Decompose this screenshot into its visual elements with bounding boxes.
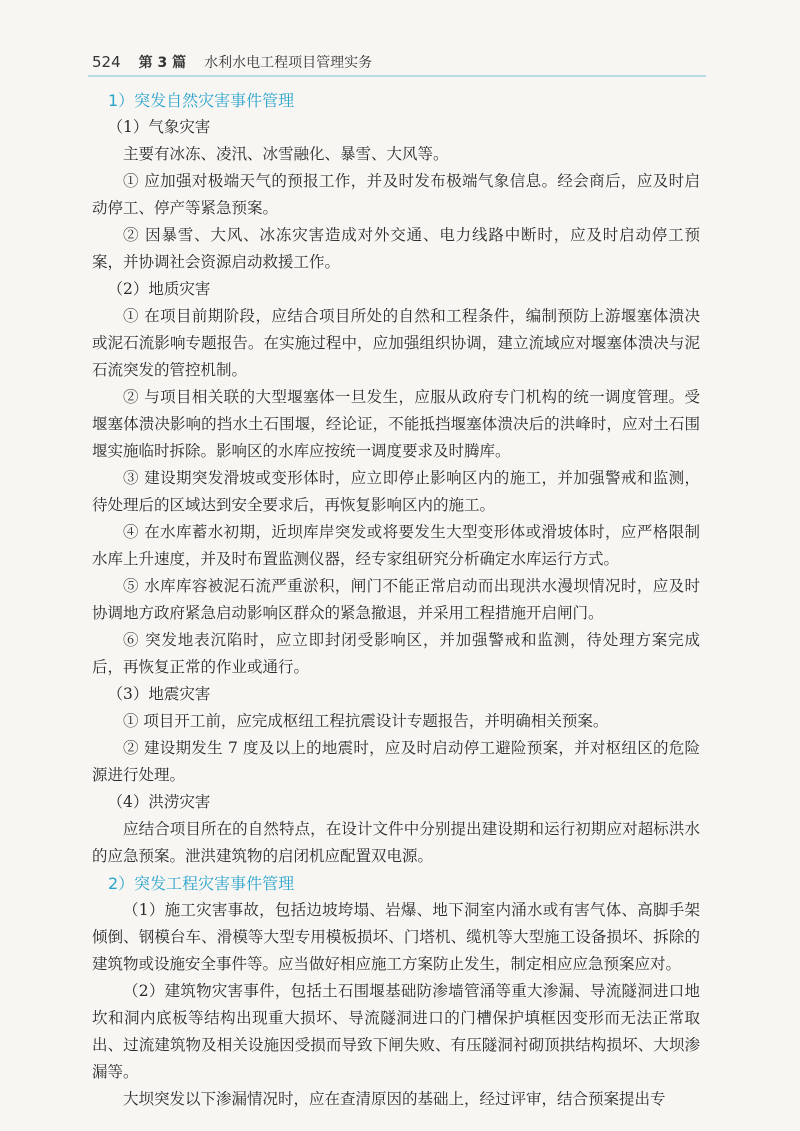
body-paragraph: 主要有冰冻、凌汛、冰雪融化、暴雪、大风等。 [123,145,449,163]
body-paragraph: ④ 在水库蓄水初期，近坝库岸突发或将要发生大型变形体或滑坡体时，应严格限制水库上升速度，并及时布置监测仪器，经专家组研究分析确定水库运行方式。 [92,523,700,568]
book-title: 水利水电工程项目管理实务 [204,55,373,71]
header-rule [88,75,706,77]
body-paragraph: ⑥ 突发地表沉陷时，应立即封闭受影响区，并加强警戒和监测，待处理方案完成后，再恢复正常的作业或通行。 [92,631,700,676]
body-paragraph: ② 因暴雪、大风、冰冻灾害造成对外交通、电力线路中断时，应及时启动停工预案，并协调社会资源启动救援工作。 [92,226,700,271]
subsection-heading: （4）洪涝灾害 [107,793,211,811]
subsection-heading: （2）地质灾害 [107,280,211,298]
body-paragraph: ① 应加强对极端天气的预报工作，并及时发布极端气象信息。经会商后，应及时启动停工、停产等紧急预案。 [92,172,700,217]
section-heading: 1）突发自然灾害事件管理 [108,91,295,110]
body-paragraph: ⑤ 水库库容被泥石流严重淤积，闸门不能正常启动而出现洪水漫坝情况时，应及时协调地方政府紧急启动影响区群众的紧急撤退，并采用工程措施开启闸门。 [92,577,700,622]
subsection-heading: （3）地震灾害 [107,685,211,703]
body-paragraph: ① 在项目前期阶段，应结合项目所处的自然和工程条件，编制预防上游堰塞体溃决或泥石流影响专题报告。在实施过程中，应加强组织协调，建立流域应对堰塞体溃决与泥石流突发的管控机制。 [92,307,700,379]
page-body [92,87,700,1113]
body-paragraph: ③ 建设期突发滑坡或变形体时，应立即停止影响区内的施工，并加强警戒和监测，待处理后的区域达到安全要求后，再恢复影响区内的施工。 [92,469,700,514]
subsection-heading: （1）气象灾害 [107,118,211,136]
body-paragraph: （2）建筑物灾害事件，包括土石围堰基础防渗墙管涌等重大渗漏、导流隧洞进口地坎和洞内底板等结构出现重大损坏、导流隧洞进口的门槽保护填框因变形而无法正常取出、过流建筑物及相关设施因受损而导致下闸失败、有压隧洞衬砌顶拱结构损坏、大坝渗漏等。 [92,982,700,1081]
page-header [92,52,704,72]
part-label: 第 3 篇 [138,55,187,71]
body-paragraph: ① 项目开工前，应完成枢纽工程抗震设计专题报告，并明确相关预案。 [123,712,609,730]
body-paragraph: ② 与项目相关联的大型堰塞体一旦发生，应服从政府专门机构的统一调度管理。受堰塞体溃决影响的挡水土石围堰，经论证，不能抵挡堰塞体溃决后的洪峰时，应对土石围堰实施临时拆除。影响区的水库应按统一调度要求及时腾库。 [92,388,700,460]
section-heading: 2）突发工程灾害事件管理 [108,874,295,893]
body-paragraph: 应结合项目所在的自然特点，在设计文件中分别提出建设期和运行初期应对超标洪水的应急预案。泄洪建筑物的启闭机应配置双电源。 [92,820,700,865]
page-number: 524 [92,53,121,71]
body-paragraph: 大坝突发以下渗漏情况时，应在查清原因的基础上，经过评审，结合预案提出专 [123,1090,666,1108]
body-paragraph: （1）施工灾害事故，包括边坡垮塌、岩爆、地下洞室内涌水或有害气体、高脚手架倾倒、钢模台车、滑模等大型专用模板损坏、门塔机、缆机等大型施工设备损坏、拆除的建筑物或设施安全事件等。应当做好相应施工方案防止发生，制定相应应急预案应对。 [92,901,700,973]
body-paragraph: ② 建设期发生 7 度及以上的地震时，应及时启动停工避险预案，并对枢纽区的危险源进行处理。 [92,739,700,784]
